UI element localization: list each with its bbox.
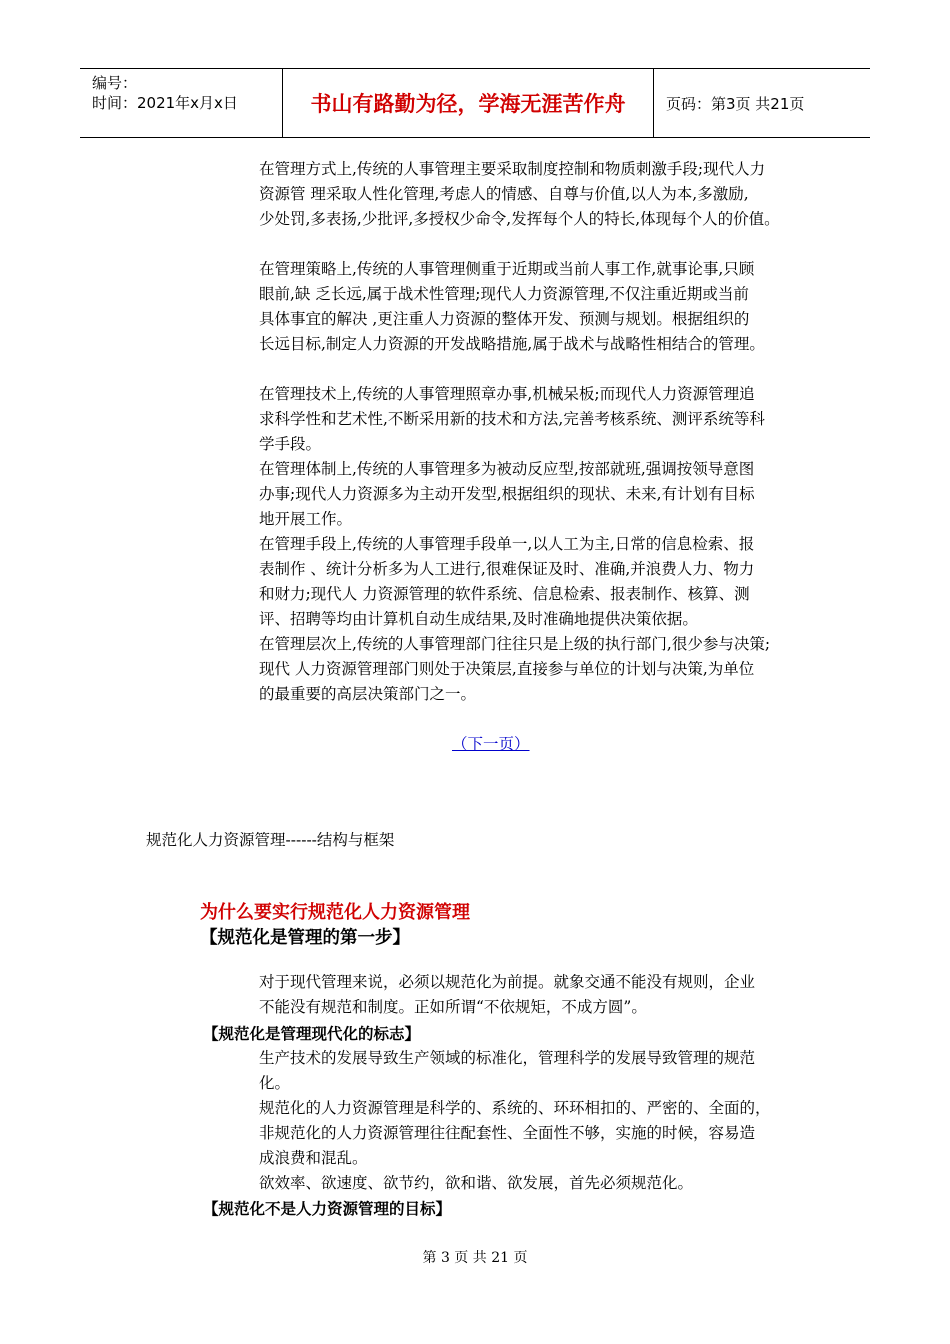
paragraph-standardized-hr: 规范化的人力资源管理是科学的、系统的、环环相扣的、严密的、全面的， 非规范化的人力资源管理往往配套性、全面性不够，实施的时候，容易造 成浪费和混乱。 — [259, 1099, 771, 1167]
paragraph-management-means: 在管理手段上,传统的人事管理手段单一,以人工为主,日常的信息检索、报 表制作 、统计分析多为人工进行,很难保证及时、准确,并浪费人力、物力 和财力;现代人 力资源管理的软件系统、信息检索、报表制作、核算、测 评、招聘等均由计算机自动生成结果,及时准确地提供决策依据。 — [259, 535, 755, 628]
header-page-info: 页码：第3页 共21页 — [666, 94, 805, 113]
page-footer: 第 3 页 共 21 页 — [422, 1250, 528, 1266]
subheading-first-step: 【规范化是管理的第一步】 — [200, 928, 410, 948]
paragraph-management-style: 在管理方式上,传统的人事管理主要采取制度控制和物质刺激手段;现代人力 资源管 理采取人性化管理,考虑人的情感、自尊与价值,以人为本,多激励, 少处罚,多表扬,少批评,多授权少命令,发挥每个人的特长,体现每个人的价值。 — [259, 160, 780, 228]
header-motto: 书山有路勤为径，学海无涯苦作舟 — [282, 69, 654, 137]
subheading-modernization-mark: 【规范化是管理现代化的标志】 — [203, 1025, 421, 1043]
subheading-not-goal: 【规范化不是人力资源管理的目标】 — [203, 1200, 452, 1218]
paragraph-efficiency: 欲效率、欲速度、欲节约，欲和谐、欲发展，首先必须规范化。 — [259, 1174, 694, 1192]
header-meta — [80, 69, 282, 137]
paragraph-standardization-premise: 对于现代管理来说，必须以规范化为前提。就象交通不能没有规则，企业 不能没有规范和制度。正如所谓“不依规矩，不成方圆”。 — [259, 973, 756, 1016]
section-title: 规范化人力资源管理------结构与框架 — [146, 831, 395, 849]
paragraph-management-system: 在管理体制上,传统的人事管理多为被动反应型,按部就班,强调按领导意图 办事;现代人力资源多为主动开发型,根据组织的现状、未来,有计划有目标 地开展工作。 — [259, 460, 755, 528]
paragraph-standardization-trend: 生产技术的发展导致生产领域的标准化，管理科学的发展导致管理的规范 化。 — [259, 1049, 756, 1092]
next-page-link[interactable]: （下一页） — [452, 735, 530, 753]
red-heading: 为什么要实行规范化人力资源管理 — [200, 902, 470, 923]
paragraph-management-level: 在管理层次上,传统的人事管理部门往往只是上级的执行部门,很少参与决策; 现代 人力资源管理部门则处于决策层,直接参与单位的计划与决策,为单位 的最重要的高层决策部门之一。 — [259, 635, 771, 703]
paragraph-group-modernization — [259, 1046, 819, 1196]
body-text — [259, 157, 811, 707]
time-label: 时间：2021年x月x日 — [92, 94, 238, 112]
header-table — [80, 68, 870, 138]
number-label: 编号： — [92, 74, 138, 92]
paragraph-management-technique: 在管理技术上,传统的人事管理照章办事,机械呆板;而现代人力资源管理追 求科学性和艺术性,不断采用新的技术和方法,完善考核系统、测评系统等科 学手段。 — [259, 385, 765, 453]
paragraph-management-strategy: 在管理策略上,传统的人事管理侧重于近期或当前人事工作,就事论事,只顾 眼前,缺 乏长远,属于战术性管理;现代人力资源管理,不仅注重近期或当前 具体事宜的解决 ,更注重人力资源的整体开发、预测与规划。根据组织的 长远目标,制定人力资源的开发战略措施,属于战术与战略性相结合的管理。 — [259, 260, 765, 353]
